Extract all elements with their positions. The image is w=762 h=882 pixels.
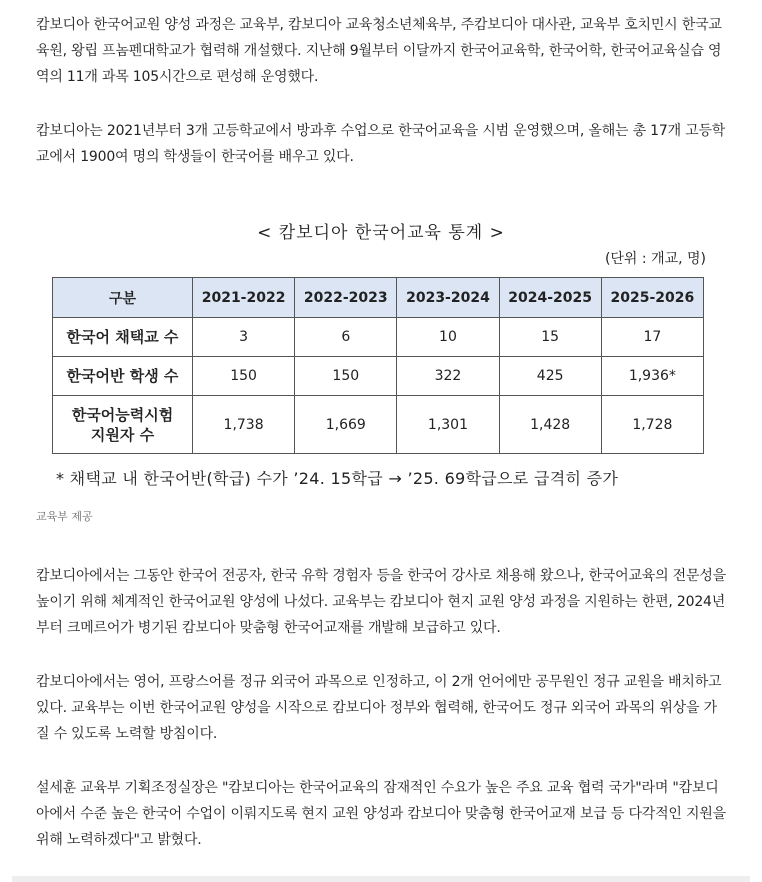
table-cell: 1,936* xyxy=(601,357,703,396)
table-cell: 322 xyxy=(397,357,499,396)
table-cell: 150 xyxy=(295,357,397,396)
article-paragraph-3: 캄보디아에서는 그동안 한국어 전공자, 한국 유학 경험자 등을 한국어 강사로 채용해 왔으나, 한국어교육의 전문성을 높이기 위해 체계적인 한국어교원 양성에 나섰다. 교육부는 캄보디아 현지 교원 양성 과정을 지원하는 한편, 2024년부터 크메르어가 병기된 캄보디아 맞춤형 한국어교재를 개발해 보급하고 있다. xyxy=(36,568,726,636)
stats-footnote: * 채택교 내 한국어반(학급) 수가 ’24. 15학급 → ’25. 69학급으로 급격히 증가 xyxy=(56,469,619,488)
header-cell-year: 2023-2024 xyxy=(397,278,499,318)
stats-title: < 캄보디아 한국어교육 통계 > xyxy=(257,223,505,243)
row-label: 한국어능력시험 지원자 수 xyxy=(53,396,193,454)
header-cell-year: 2021-2022 xyxy=(193,278,295,318)
stats-table xyxy=(52,277,704,454)
table-row-schools xyxy=(53,318,704,357)
table-cell: 1,428 xyxy=(499,396,601,454)
table-cell: 150 xyxy=(193,357,295,396)
row-label: 한국어 채택교 수 xyxy=(53,318,193,357)
table-cell: 1,728 xyxy=(601,396,703,454)
article-paragraph-1: 캄보디아 한국어교원 양성 과정은 교육부, 캄보디아 교육청소년체육부, 주캄보디아 대사관, 교육부 호치민시 한국교육원, 왕립 프놈펜대학교가 협력해 개설했다. 지난해 9월부터 이달까지 한국어교육학, 한국어학, 한국어교육실습 영역의 11개 과목 105시간으로 편성해 운영했다. xyxy=(36,17,722,85)
table-cell: 1,669 xyxy=(295,396,397,454)
row-label: 한국어반 학생 수 xyxy=(53,357,193,396)
table-cell: 10 xyxy=(397,318,499,357)
article-paragraph-5: 설세훈 교육부 기획조정실장은 "캄보디아는 한국어교육의 잠재적인 수요가 높은 주요 교육 협력 국가"라며 "캄보디아에서 수준 높은 한국어 수업이 이뤄지도록 현지 교원 양성과 캄보디아 맞춤형 한국어교재 보급 등 다각적인 지원을 위해 노력하겠다"고 밝혔다. xyxy=(36,780,726,848)
header-cell-year: 2025-2026 xyxy=(601,278,703,318)
article-paragraph-2: 캄보디아는 2021년부터 3개 고등학교에서 방과후 수업으로 한국어교육을 시범 운영했으며, 올해는 총 17개 고등학교에서 1900여 명의 학생들이 한국어를 배우고 있다. xyxy=(36,123,726,165)
table-cell: 1,301 xyxy=(397,396,499,454)
table-cell: 17 xyxy=(601,318,703,357)
table-cell: 3 xyxy=(193,318,295,357)
table-cell: 1,738 xyxy=(193,396,295,454)
table-row-students xyxy=(53,357,704,396)
table-row-topik-applicants xyxy=(53,396,704,454)
stats-header-row xyxy=(53,278,704,318)
header-cell-year: 2022-2023 xyxy=(295,278,397,318)
table-cell: 6 xyxy=(295,318,397,357)
image-credit: 교육부 제공 xyxy=(36,510,93,523)
header-cell-category: 구분 xyxy=(53,278,193,318)
table-cell: 15 xyxy=(499,318,601,357)
bottom-divider xyxy=(12,876,750,882)
stats-unit-note: (단위 : 개교, 명) xyxy=(604,251,706,267)
header-cell-year: 2024-2025 xyxy=(499,278,601,318)
article-paragraph-4: 캄보디아에서는 영어, 프랑스어를 정규 외국어 과목으로 인정하고, 이 2개 언어에만 공무원인 정규 교원을 배치하고 있다. 교육부는 이번 한국어교원 양성을 시작으로 캄보디아 정부와 협력해, 한국어도 정규 외국어 과목의 위상을 가질 수 있도록 노력할 방침이다. xyxy=(36,674,722,742)
table-cell: 425 xyxy=(499,357,601,396)
